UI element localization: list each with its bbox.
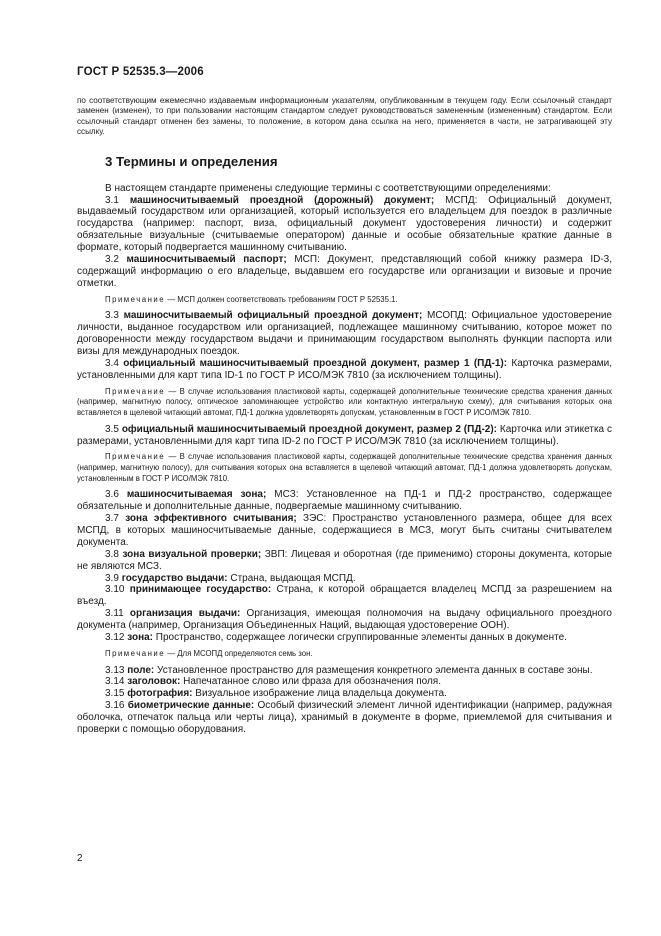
term-3-14	[77, 676, 612, 688]
document-header: ГОСТ Р 52535.3—2006	[77, 66, 204, 78]
term-3-3	[77, 310, 612, 358]
term-name: официальный машиносчитываемый проездной документ, размер 2 (ПД-2):	[121, 423, 497, 435]
note-label: Примечание	[105, 386, 166, 396]
term-3-15	[77, 688, 612, 700]
term-name: заголовок:	[127, 676, 181, 688]
term-3-9	[77, 573, 612, 585]
note-text: — В случае использования пластиковой карты, содержащей дополнительные технические средства хранения данных (например, магнитную полосу), для считывания которых она вставляется в щелевой читающий автомат, ПД-1 должна удовлетворять допускам, установленным в ГОСТ Р ИСО/МЭК 7810.	[77, 452, 612, 483]
term-number: 3.14	[105, 676, 125, 688]
section-heading: 3 Термины и определения	[105, 153, 278, 169]
term-3-12	[77, 632, 612, 644]
intro-paragraph: по соответствующим ежемесячно издаваемым информационным указателям, опубликованным в текущем году. Если ссылочный стандарт заменен (изменен), то при пользовании настоящим стандартом следует руководствоваться замененным (измененным) стандартом. Если ссылочный стандарт отменен без замены, то положение, в котором дана ссылка на него, применяется в части, не затрагивающей эту ссылку.	[77, 96, 612, 137]
term-3-8	[77, 549, 612, 573]
term-number: 3.6	[105, 489, 119, 501]
page-number: 2	[77, 853, 83, 864]
note-3-5	[77, 452, 612, 484]
note-label: Примечание	[105, 452, 166, 462]
note-text: — В случае использования пластиковой карты, содержащей дополнительные технические средства хранения данных (например, магнитную полосу, оптическое запоминающее устройство или контактную интегральную схему), для считывания которых она вставляется в щелевой читающий автомат, ПД-1 должна удовлетворять допускам, установленным в ГОСТ Р ИСО/МЭК 7810.	[77, 386, 612, 417]
note-3-4	[77, 387, 612, 419]
term-3-5	[77, 424, 612, 448]
term-definition: МСПД: Официальный документ, выдаваемый государством или организацией, который используется его владельцем для поездок в различные государства (например: паспорт, виза, официальный документ удостоверения личности) и содержит обязательные визуальные (считываемые оператором) данные и особые обязательные краткие данные в формате, который подвергается машинному считыванию.	[77, 194, 612, 254]
note-label: Примечание	[105, 294, 166, 304]
term-number: 3.12	[105, 632, 125, 644]
note-text: — МСП должен соответствовать требованиям ГОСТ Р 52535.1.	[165, 294, 398, 304]
term-name: машиносчитываемая зона;	[126, 489, 267, 501]
term-definition: Напечатанное слово или фраза для обозначения поля.	[180, 676, 441, 688]
term-name: фотография:	[127, 688, 193, 700]
term-name: зона:	[127, 632, 154, 644]
term-number: 3.11	[105, 608, 124, 620]
term-3-16	[77, 700, 612, 736]
term-definition: МСОПД: Официальное удостоверение личности, выданное государством или организацией, подлежащее машинному считыванию, которое может по договоренности между государством выдачи и принимающим государством выполнять функции паспорта или визы для международных поездок.	[77, 310, 612, 358]
term-definition: Визуальное изображение лица владельца документа.	[192, 688, 447, 700]
term-definition: Пространство, содержащее логически сгруппированные элементы данных в документе.	[153, 632, 567, 644]
note-3-2	[77, 295, 612, 306]
term-definition: МСП: Документ, представляющий собой книжку размера ID-3, содержащий информацию о его владельце, выдавшем его государстве или организации и визовые и прочие отметки.	[77, 254, 612, 289]
term-number: 3.8	[105, 548, 119, 560]
term-name: зона эффективного считывания;	[125, 513, 297, 524]
term-name: биометрические данные:	[127, 700, 255, 712]
term-3-11	[77, 608, 612, 632]
term-number: 3.7	[105, 513, 119, 524]
term-number: 3.9	[105, 572, 119, 584]
term-definition: МСЗ: Установленное на ПД-1 и ПД-2 пространство, содержащее обязательные и дополнительные данные, подвергаемые машинному считыванию.	[77, 489, 613, 513]
term-number: 3.15	[105, 688, 125, 700]
term-name: машиносчитываемый паспорт;	[126, 254, 287, 266]
term-name: принимающее государство:	[129, 584, 272, 596]
term-3-1	[77, 195, 612, 255]
term-number: 3.13	[105, 664, 125, 676]
term-number: 3.3	[105, 310, 119, 322]
term-name: государство выдачи:	[121, 572, 228, 584]
term-number: 3.10	[105, 584, 125, 596]
term-definition: Карточка или этикетка с размерами, установленными для карт типа ID-2 по ГОСТ Р ИСО/МЭК 7810 (за исключением толщины).	[77, 423, 613, 447]
term-definition: Страна, выдающая МСПД.	[227, 572, 356, 584]
term-definition: Страна, к которой обращается владелец МСПД за разрешением на въезд.	[77, 584, 612, 608]
term-name: официальный машиносчитываемый проездной документ, размер 1 (ПД-1):	[123, 358, 508, 369]
note-label: Примечание	[105, 648, 166, 658]
section-lead: В настоящем стандарте применены следующие термины с соответствующими определениями:	[105, 182, 551, 194]
term-number: 3.16	[105, 700, 125, 712]
note-3-12	[77, 649, 612, 660]
term-3-6	[77, 489, 612, 513]
term-definition: Установленное пространство для размещения конкретного элемента данных в составе зоны.	[154, 664, 593, 676]
term-3-10	[77, 584, 612, 608]
term-name: организация выдачи:	[129, 608, 241, 620]
page-content	[77, 96, 612, 736]
term-definition: ЗЭС: Пространство установленного размера, общее для всех МСПД, в которых машиносчитываемые данные, содержащиеся в МСЗ, могут быть считаны считывателем документа.	[77, 513, 613, 548]
term-name: машиносчитываемый официальный проездной документ;	[123, 310, 423, 322]
term-name: зона визуальной проверки;	[122, 548, 262, 560]
term-definition: Организация, имеющая полномочия на выдачу официального проездного документа (например, Организация Объединенных Наций, выдающая удостоверение ООН).	[77, 608, 612, 632]
term-3-2	[77, 254, 612, 290]
term-definition: Особый физический элемент личной идентификации (например, радужная оболочка, отпечаток пальца или черты лица), хранимый в документе в форме, приемлемой для считывания и проверки с помощью оборудования.	[77, 700, 612, 736]
term-name: машиносчитываемый проездной (дорожный) документ;	[129, 194, 435, 206]
term-number: 3.1	[105, 194, 119, 206]
note-text: — Для МСОПД определяются семь зон.	[165, 648, 313, 658]
term-name: поле:	[127, 664, 155, 676]
term-number: 3.2	[105, 254, 119, 266]
term-number: 3.4	[105, 358, 119, 369]
term-definition: Карточка размерами, установленными для карт типа ID-1 по ГОСТ Р ИСО/МЭК 7810 (за исключением толщины).	[77, 358, 613, 381]
term-3-4	[77, 358, 612, 382]
term-3-13	[77, 665, 612, 677]
term-definition: ЗВП: Лицевая и оборотная (где применимо) стороны документа, которые не являются МСЗ.	[77, 548, 613, 572]
term-3-7	[77, 513, 612, 549]
term-number: 3.5	[105, 423, 119, 435]
